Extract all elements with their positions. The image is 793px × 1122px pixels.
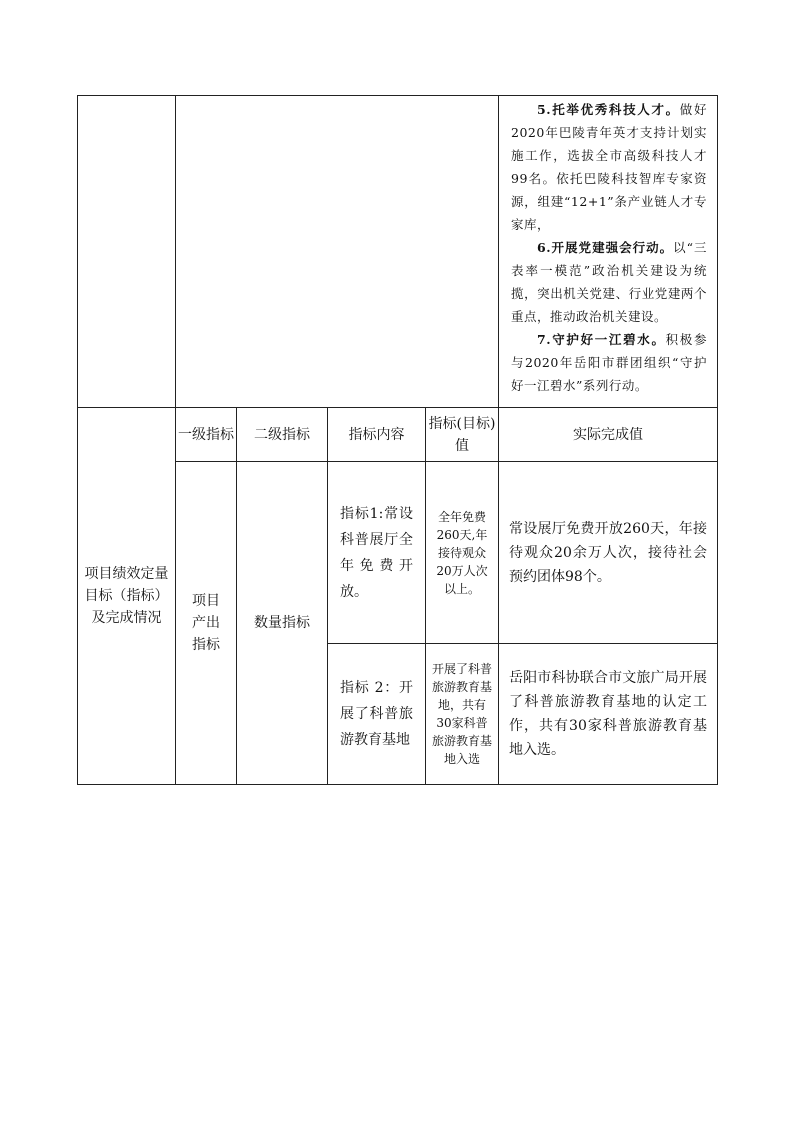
header-actual: [499, 408, 718, 462]
level1-cell: [176, 462, 237, 785]
row-header-cell: [78, 408, 176, 785]
actual-1-value: 常设展厅免费开放260天，年接待观众20余万人次，接待社会预约团体98个。: [509, 520, 707, 585]
level2-cell: [237, 462, 328, 785]
indicator-1-cell: [328, 462, 426, 644]
actual-2-cell: [499, 644, 718, 785]
item-6-paragraph: [511, 236, 707, 328]
level2-value: 数量指标: [254, 615, 310, 631]
header-row: [78, 408, 718, 462]
row-header-label: 项目绩效定量目标（指标）及完成情况: [84, 566, 169, 626]
item-5-paragraph: [511, 98, 707, 236]
level1-value: 项目产出指标: [192, 593, 220, 653]
header-content: [328, 408, 426, 462]
indicator-2-content: 指标 2：开展了科普旅游教育基地: [340, 680, 413, 748]
item-5-heading: 5.托举优秀科技人才。: [537, 102, 680, 117]
item-6-body: 以“三表率一模范”政治机关建设为统揽，突出机关党建、行业党建两个重点，推动政治机关建设。: [511, 240, 707, 324]
target-1-cell: [426, 462, 499, 644]
item-6-heading: 6.开展党建强会行动。: [537, 240, 674, 255]
header-level2: [237, 408, 328, 462]
header-level1: [176, 408, 237, 462]
target-2-value: 开展了科普旅游教育基地，共有 30家科普旅游教育基地入选: [432, 662, 493, 766]
header-target-label: 指标(目标)值: [428, 415, 496, 454]
actual-2-value: 岳阳市科协联合市文旅广局开展了科普旅游教育基地的认定工作，共有30家科普旅游教育基地入选。: [509, 670, 707, 758]
header-content-label: 指标内容: [348, 426, 405, 443]
item-7-paragraph: [511, 328, 707, 397]
item-5-body: 做好2020年巴陵青年英才支持计划实施工作，选拔全市高级科技人才99名。依托巴陵科技智库专家资源，组建“12+1”条产业链人才专家库，: [511, 102, 707, 232]
header-target: [426, 408, 499, 462]
target-1-value: 全年免费260天,年接待观众20万人次以上。: [436, 509, 488, 596]
upper-middle-cell: [176, 96, 499, 408]
item-7-heading: 7.守护好一江碧水。: [537, 332, 666, 347]
indicator-2-cell: [328, 644, 426, 785]
header-actual-label: 实际完成值: [573, 426, 643, 443]
upper-row: [78, 96, 718, 408]
actual-1-cell: [499, 462, 718, 644]
performance-table: [77, 95, 718, 785]
indicator-1-content: 指标1:常设科普展厅全年免费开放。: [340, 505, 413, 600]
upper-left-cell: [78, 96, 176, 408]
header-level1-label: 一级指标: [178, 426, 234, 443]
upper-text-cell: [499, 96, 718, 408]
target-2-cell: [426, 644, 499, 785]
item-7-body: 积极参与2020年岳阳市群团组织“守护好一江碧水”系列行动。: [511, 332, 707, 393]
header-level2-label: 二级指标: [254, 426, 310, 443]
